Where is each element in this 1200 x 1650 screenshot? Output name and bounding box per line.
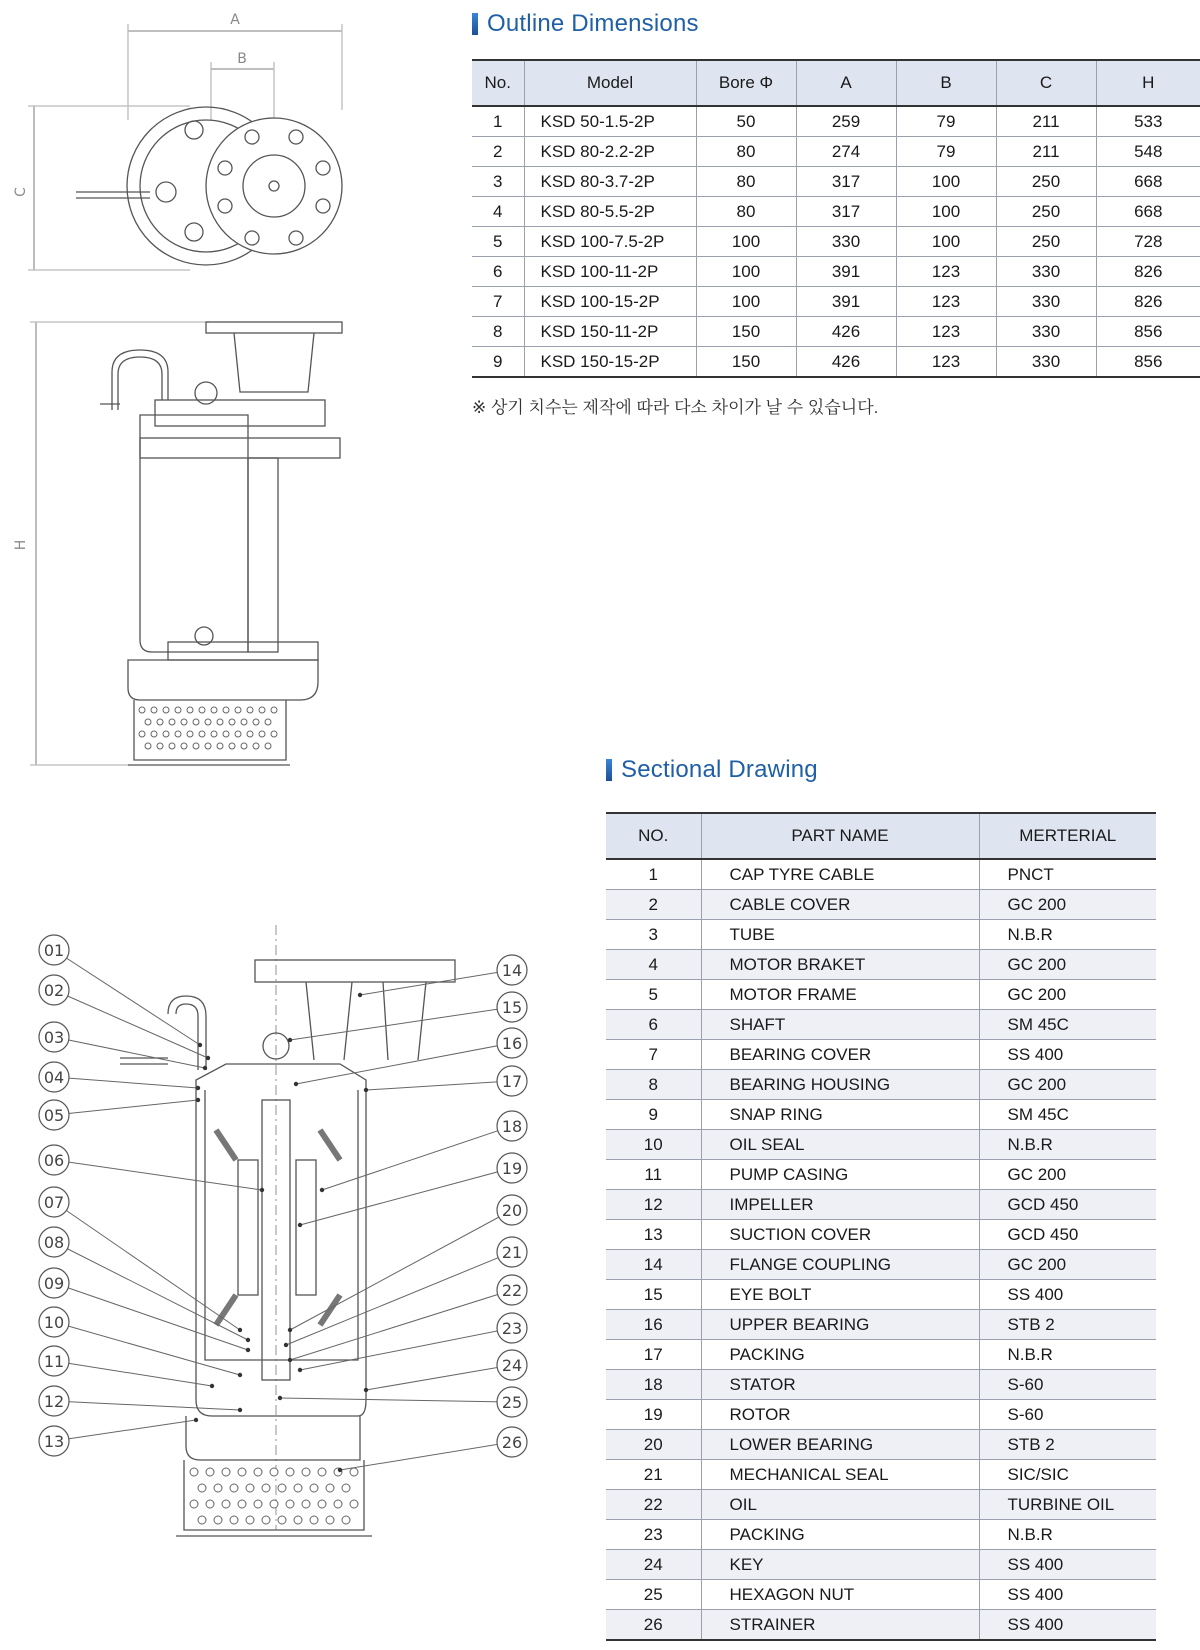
column-header: Model — [524, 60, 696, 106]
table-cell: 100 — [696, 227, 796, 257]
table-cell: 123 — [896, 347, 996, 378]
leader-line — [366, 1365, 512, 1390]
table-cell: 100 — [896, 167, 996, 197]
leader-line — [54, 1100, 198, 1115]
leader-dot — [198, 1043, 202, 1047]
table-cell: 330 — [996, 317, 1096, 347]
table-cell: BEARING HOUSING — [701, 1070, 979, 1100]
leader-line — [280, 1398, 512, 1402]
column-header: MERTERIAL — [979, 813, 1156, 859]
table-cell: SM 45C — [979, 1010, 1156, 1040]
table-cell: 4 — [472, 197, 524, 227]
table-cell: SS 400 — [979, 1550, 1156, 1580]
table-cell: STATOR — [701, 1370, 979, 1400]
leader-line — [366, 1081, 512, 1090]
table-cell: SS 400 — [979, 1280, 1156, 1310]
table-cell: 8 — [472, 317, 524, 347]
table-row — [606, 1340, 1156, 1370]
table-row — [472, 317, 1200, 347]
table-cell: KSD 80-3.7-2P — [524, 167, 696, 197]
table-row — [606, 1190, 1156, 1220]
leader-dot — [206, 1056, 210, 1060]
table-cell: 123 — [896, 287, 996, 317]
table-cell: 22 — [606, 1490, 701, 1520]
callout-number: 04 — [43, 1068, 65, 1087]
table-cell: 7 — [472, 287, 524, 317]
table-cell: 3 — [606, 920, 701, 950]
table-cell: SM 45C — [979, 1100, 1156, 1130]
table-cell: 6 — [472, 257, 524, 287]
table-cell: 50 — [696, 106, 796, 137]
table-cell: KSD 80-5.5-2P — [524, 197, 696, 227]
column-header: NO. — [606, 813, 701, 859]
table-cell: S-60 — [979, 1400, 1156, 1430]
table-cell: KSD 150-15-2P — [524, 347, 696, 378]
table-cell: KSD 100-15-2P — [524, 287, 696, 317]
table-cell: SS 400 — [979, 1610, 1156, 1641]
table-cell: 317 — [796, 167, 896, 197]
dim-label-a: A — [230, 12, 240, 28]
table-row — [606, 980, 1156, 1010]
leader-dot — [246, 1338, 250, 1342]
table-cell: LOWER BEARING — [701, 1430, 979, 1460]
table-row — [606, 1010, 1156, 1040]
leader-dot — [320, 1188, 324, 1192]
table-cell: SUCTION COVER — [701, 1220, 979, 1250]
leader-dot — [288, 1038, 292, 1042]
leader-line — [54, 1160, 262, 1190]
callout-number: 14 — [501, 961, 523, 980]
callout-number: 12 — [43, 1392, 65, 1411]
column-header: H — [1096, 60, 1200, 106]
leader-line — [54, 1401, 240, 1410]
table-header-row — [606, 813, 1156, 859]
callout-number: 05 — [43, 1106, 65, 1125]
callout-number: 10 — [43, 1313, 65, 1332]
table-row — [606, 1370, 1156, 1400]
callout-number: 11 — [43, 1352, 65, 1371]
table-cell: MOTOR BRAKET — [701, 950, 979, 980]
column-header: C — [996, 60, 1096, 106]
table-cell: 6 — [606, 1010, 701, 1040]
heading-bar-icon — [472, 13, 478, 35]
leader-dot — [364, 1388, 368, 1392]
callout-number: 20 — [501, 1201, 523, 1220]
table-cell: ROTOR — [701, 1400, 979, 1430]
table-row — [606, 920, 1156, 950]
leader-line — [340, 1442, 512, 1470]
callout-number: 06 — [43, 1151, 65, 1170]
leader-line — [54, 1420, 196, 1441]
table-cell: N.B.R — [979, 1130, 1156, 1160]
sectional-drawing-title: Sectional Drawing — [621, 756, 818, 783]
table-cell: 2 — [472, 137, 524, 167]
table-cell: TUBE — [701, 920, 979, 950]
leader-line — [290, 1007, 512, 1040]
table-cell: PACKING — [701, 1520, 979, 1550]
callout-number: 02 — [43, 981, 65, 1000]
table-cell: 856 — [1096, 317, 1200, 347]
table-cell: TURBINE OIL — [979, 1490, 1156, 1520]
leader-dot — [260, 1188, 264, 1192]
table-cell: 123 — [896, 257, 996, 287]
table-cell: 15 — [606, 1280, 701, 1310]
leader-line — [54, 1242, 248, 1340]
callout-number: 08 — [43, 1233, 65, 1252]
callout-number: 25 — [501, 1393, 523, 1412]
table-cell: 25 — [606, 1580, 701, 1610]
table-cell: KSD 80-2.2-2P — [524, 137, 696, 167]
table-row — [606, 1220, 1156, 1250]
table-cell: 330 — [996, 287, 1096, 317]
table-cell: 16 — [606, 1310, 701, 1340]
table-cell: 330 — [796, 227, 896, 257]
table-cell: N.B.R — [979, 1340, 1156, 1370]
leader-dot — [210, 1384, 214, 1388]
table-cell: 4 — [606, 950, 701, 980]
table-row — [472, 347, 1200, 378]
leader-dot — [238, 1328, 242, 1332]
column-header: No. — [472, 60, 524, 106]
table-cell: 668 — [1096, 197, 1200, 227]
callout-number: 16 — [501, 1034, 523, 1053]
leader-dot — [298, 1368, 302, 1372]
table-cell: 330 — [996, 347, 1096, 378]
table-row — [606, 1490, 1156, 1520]
table-cell: GC 200 — [979, 1250, 1156, 1280]
table-row — [472, 227, 1200, 257]
table-cell: BEARING COVER — [701, 1040, 979, 1070]
callout-number: 21 — [501, 1243, 523, 1262]
leader-dot — [196, 1098, 200, 1102]
table-cell: 9 — [472, 347, 524, 378]
callout-number: 09 — [43, 1274, 65, 1293]
table-cell: 5 — [606, 980, 701, 1010]
sectional-drawing-heading — [606, 756, 818, 784]
table-row — [606, 1280, 1156, 1310]
table-cell: 391 — [796, 287, 896, 317]
table-row — [472, 167, 1200, 197]
leader-line — [54, 1202, 240, 1330]
leader-line — [54, 1322, 240, 1375]
table-cell: 123 — [896, 317, 996, 347]
table-cell: N.B.R — [979, 920, 1156, 950]
table-cell: MECHANICAL SEAL — [701, 1460, 979, 1490]
table-cell: 100 — [696, 257, 796, 287]
table-cell: 100 — [896, 227, 996, 257]
table-cell: EYE BOLT — [701, 1280, 979, 1310]
callout-number: 13 — [43, 1432, 65, 1451]
table-cell: KSD 50-1.5-2P — [524, 106, 696, 137]
table-cell: 11 — [606, 1160, 701, 1190]
table-cell: 80 — [696, 167, 796, 197]
table-cell: STRAINER — [701, 1610, 979, 1641]
table-row — [606, 1160, 1156, 1190]
leader-dot — [298, 1223, 302, 1227]
table-cell: 250 — [996, 227, 1096, 257]
callout-number: 07 — [43, 1193, 65, 1212]
table-cell: 80 — [696, 197, 796, 227]
table-cell: 728 — [1096, 227, 1200, 257]
table-cell: SHAFT — [701, 1010, 979, 1040]
table-row — [472, 137, 1200, 167]
table-cell: 856 — [1096, 347, 1200, 378]
table-row — [606, 1100, 1156, 1130]
table-row — [606, 1070, 1156, 1100]
table-row — [606, 950, 1156, 980]
table-cell: 426 — [796, 347, 896, 378]
leader-dot — [238, 1373, 242, 1377]
table-cell: IMPELLER — [701, 1190, 979, 1220]
table-cell: 100 — [696, 287, 796, 317]
table-cell: 391 — [796, 257, 896, 287]
table-cell: GC 200 — [979, 980, 1156, 1010]
table-row — [606, 859, 1156, 890]
table-row — [606, 1400, 1156, 1430]
table-cell: 100 — [896, 197, 996, 227]
table-cell: 259 — [796, 106, 896, 137]
table-cell: PNCT — [979, 859, 1156, 890]
table-cell: CAP TYRE CABLE — [701, 859, 979, 890]
table-cell: 12 — [606, 1190, 701, 1220]
leader-line — [54, 1361, 212, 1386]
table-cell: OIL SEAL — [701, 1130, 979, 1160]
callout-number: 17 — [501, 1072, 523, 1091]
column-header: PART NAME — [701, 813, 979, 859]
callout-number: 23 — [501, 1319, 523, 1338]
table-header-row — [472, 60, 1200, 106]
table-cell: 533 — [1096, 106, 1200, 137]
column-header: B — [896, 60, 996, 106]
table-cell: 211 — [996, 106, 1096, 137]
table-cell: 3 — [472, 167, 524, 197]
table-row — [606, 1610, 1156, 1641]
column-header: Bore Φ — [696, 60, 796, 106]
table-cell: 330 — [996, 257, 1096, 287]
table-row — [472, 287, 1200, 317]
callout-layer — [39, 935, 527, 1472]
dimension-note: ※ 상기 치수는 제작에 따라 다소 차이가 날 수 있습니다. — [472, 398, 879, 417]
table-cell: STB 2 — [979, 1430, 1156, 1460]
leader-dot — [238, 1408, 242, 1412]
dim-label-b: B — [237, 51, 247, 67]
table-row — [606, 1040, 1156, 1070]
table-cell: 426 — [796, 317, 896, 347]
table-cell: 211 — [996, 137, 1096, 167]
table-cell: PUMP CASING — [701, 1160, 979, 1190]
callout-number: 18 — [501, 1117, 523, 1136]
callout-number: 01 — [43, 941, 65, 960]
table-cell: 14 — [606, 1250, 701, 1280]
table-row — [606, 1130, 1156, 1160]
callout-number: 26 — [501, 1433, 523, 1452]
table-row — [606, 1580, 1156, 1610]
table-cell: N.B.R — [979, 1520, 1156, 1550]
callout-number: 24 — [501, 1356, 523, 1375]
table-cell: 20 — [606, 1430, 701, 1460]
callout-number: 19 — [501, 1159, 523, 1178]
table-cell: STB 2 — [979, 1310, 1156, 1340]
table-cell: 24 — [606, 1550, 701, 1580]
table-row — [606, 1250, 1156, 1280]
table-cell: GC 200 — [979, 1160, 1156, 1190]
outline-dimensions-table — [472, 59, 1200, 378]
leader-dot — [288, 1328, 292, 1332]
leader-dot — [196, 1086, 200, 1090]
table-cell: S-60 — [979, 1370, 1156, 1400]
leader-line — [286, 1252, 512, 1345]
leader-dot — [294, 1082, 298, 1086]
table-row — [606, 1520, 1156, 1550]
table-cell: 18 — [606, 1370, 701, 1400]
column-header: A — [796, 60, 896, 106]
table-cell: KSD 100-7.5-2P — [524, 227, 696, 257]
leader-dot — [284, 1343, 288, 1347]
leader-dot — [288, 1358, 292, 1362]
heading-bar-icon — [606, 759, 612, 781]
table-cell: 13 — [606, 1220, 701, 1250]
table-cell: 150 — [696, 317, 796, 347]
table-cell: 26 — [606, 1610, 701, 1641]
table-cell: 250 — [996, 167, 1096, 197]
table-cell: GC 200 — [979, 950, 1156, 980]
table-cell: 1 — [606, 859, 701, 890]
table-cell: 2 — [606, 890, 701, 920]
table-cell: 548 — [1096, 137, 1200, 167]
table-cell: CABLE COVER — [701, 890, 979, 920]
table-row — [472, 197, 1200, 227]
leader-dot — [194, 1418, 198, 1422]
leader-dot — [246, 1348, 250, 1352]
table-cell: 1 — [472, 106, 524, 137]
leader-dot — [203, 1066, 207, 1070]
outline-dimensions-title: Outline Dimensions — [487, 10, 699, 37]
table-cell: SS 400 — [979, 1580, 1156, 1610]
table-cell: UPPER BEARING — [701, 1310, 979, 1340]
table-cell: 79 — [896, 137, 996, 167]
table-cell: 19 — [606, 1400, 701, 1430]
table-cell: 250 — [996, 197, 1096, 227]
parts-table — [606, 812, 1156, 1641]
leader-line — [54, 1077, 198, 1088]
table-cell: 17 — [606, 1340, 701, 1370]
table-cell: 23 — [606, 1520, 701, 1550]
table-cell: 10 — [606, 1130, 701, 1160]
table-row — [472, 257, 1200, 287]
table-cell: PACKING — [701, 1340, 979, 1370]
dim-label-c: C — [13, 187, 29, 197]
table-cell: KSD 100-11-2P — [524, 257, 696, 287]
table-cell: GCD 450 — [979, 1190, 1156, 1220]
table-cell: SIC/SIC — [979, 1460, 1156, 1490]
table-cell: OIL — [701, 1490, 979, 1520]
table-cell: 150 — [696, 347, 796, 378]
table-cell: 826 — [1096, 287, 1200, 317]
callout-number: 03 — [43, 1028, 65, 1047]
leader-line — [300, 1328, 512, 1370]
table-cell: 21 — [606, 1460, 701, 1490]
table-cell: HEXAGON NUT — [701, 1580, 979, 1610]
leader-dot — [278, 1396, 282, 1400]
leader-line — [300, 1168, 512, 1225]
leader-dot — [364, 1088, 368, 1092]
table-cell: 5 — [472, 227, 524, 257]
leader-line — [290, 1210, 512, 1330]
leader-dot — [358, 993, 362, 997]
table-row — [606, 1430, 1156, 1460]
table-cell: 826 — [1096, 257, 1200, 287]
table-cell: GC 200 — [979, 890, 1156, 920]
table-cell: SNAP RING — [701, 1100, 979, 1130]
table-cell: 668 — [1096, 167, 1200, 197]
table-cell: 80 — [696, 137, 796, 167]
table-cell: FLANGE COUPLING — [701, 1250, 979, 1280]
dim-label-h: H — [13, 539, 29, 551]
callout-number: 22 — [501, 1281, 523, 1300]
table-cell: KSD 150-11-2P — [524, 317, 696, 347]
table-row — [606, 1310, 1156, 1340]
callout-number: 15 — [501, 998, 523, 1017]
table-cell: 8 — [606, 1070, 701, 1100]
outline-dimensions-heading — [472, 10, 699, 38]
table-cell: GCD 450 — [979, 1220, 1156, 1250]
leader-line — [322, 1126, 512, 1190]
table-cell: 317 — [796, 197, 896, 227]
table-cell: 9 — [606, 1100, 701, 1130]
table-row — [472, 106, 1200, 137]
table-row — [606, 1550, 1156, 1580]
table-cell: KEY — [701, 1550, 979, 1580]
table-cell: 79 — [896, 106, 996, 137]
leader-dot — [338, 1468, 342, 1472]
table-cell: SS 400 — [979, 1040, 1156, 1070]
table-row — [606, 890, 1156, 920]
table-row — [606, 1460, 1156, 1490]
table-cell: GC 200 — [979, 1070, 1156, 1100]
table-cell: 7 — [606, 1040, 701, 1070]
table-cell: MOTOR FRAME — [701, 980, 979, 1010]
table-cell: 274 — [796, 137, 896, 167]
